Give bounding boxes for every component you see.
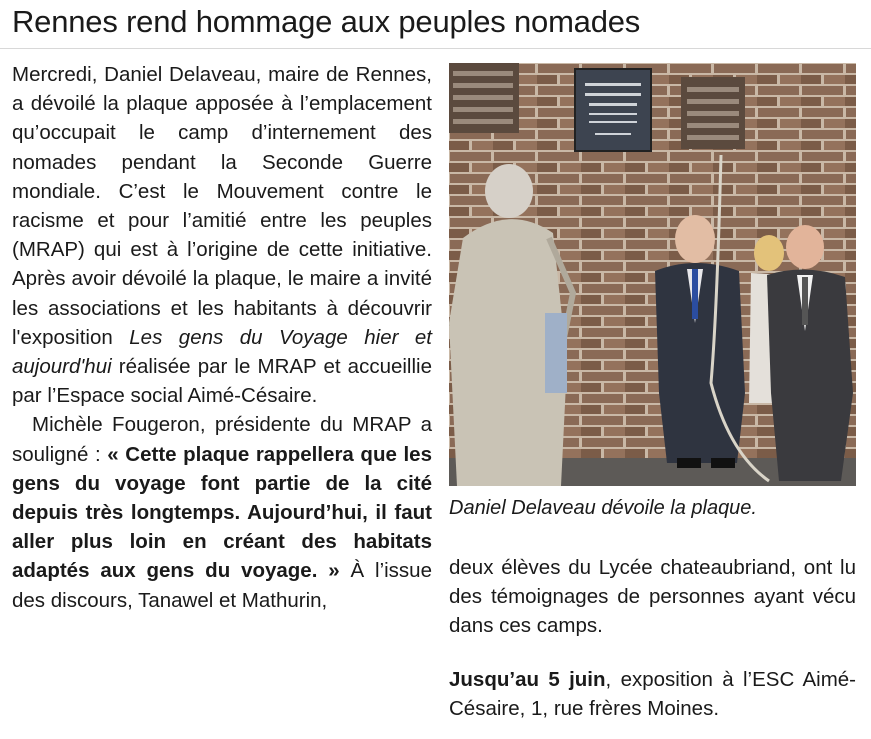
date-highlight: Jusqu’au 5 juin <box>449 667 606 691</box>
photo-caption: Daniel Delaveau dévoile la plaque. <box>449 497 757 519</box>
paragraph-2 <box>12 410 432 614</box>
person-sleeve-icon <box>545 313 567 393</box>
vent-right-icon <box>681 77 745 149</box>
paragraph-3 <box>449 665 856 723</box>
paragraph-2-start: Michèle Fougeron, présidente du MRAP a souligné : <box>12 413 432 466</box>
paragraph-2-end: À l’issue des discours, Tanawel et Mathurin, <box>12 559 432 612</box>
headline: Rennes rend hommage aux peuples nomades <box>12 4 641 39</box>
photo-illustration <box>449 63 856 486</box>
paragraph-3-text: , exposition à l’ESC Aimé-Césaire, 1, rue frères Moines. <box>449 667 856 720</box>
paragraph-1-end: réalisée par le MRAP et accueillie par l’Espace social Aimé-Césaire. <box>12 355 432 408</box>
article-column-left <box>12 60 432 615</box>
paragraph-2-continued: deux élèves du Lycée chateaubriand, ont lu des témoignages de personnes ayant vécu dans ces camps. <box>449 556 856 638</box>
article-photo <box>449 63 856 486</box>
plaque-icon <box>575 69 651 151</box>
article-column-right <box>449 553 856 723</box>
headline-rule <box>0 48 871 49</box>
quote: « Cette plaque rappellera que les gens du voyage font partie de la cité depuis très longtemps. Aujourd’hui, il faut aller plus loin en créant des habitats adaptés aux gens du voyage. » <box>12 442 432 583</box>
paragraph-1-text: Mercredi, Daniel Delaveau, maire de Rennes, a dévoilé la plaque apposée à l’emplacement qu’occupait le camp d’internement des nomades pendant la Seconde Guerre mondiale. C’est le Mouvement contre le racisme et pour l’amitié entre les peuples (MRAP) qui est à l’origine de cette initiative. Après avoir dévoilé la plaque, le maire a invité les associations et les habitants à découvrir l'exposition <box>12 63 432 349</box>
exhibition-title: Les gens du Voyage hier et aujourd'hui <box>12 325 432 379</box>
vent-left-icon <box>449 63 519 133</box>
paragraph-1 <box>12 60 432 410</box>
